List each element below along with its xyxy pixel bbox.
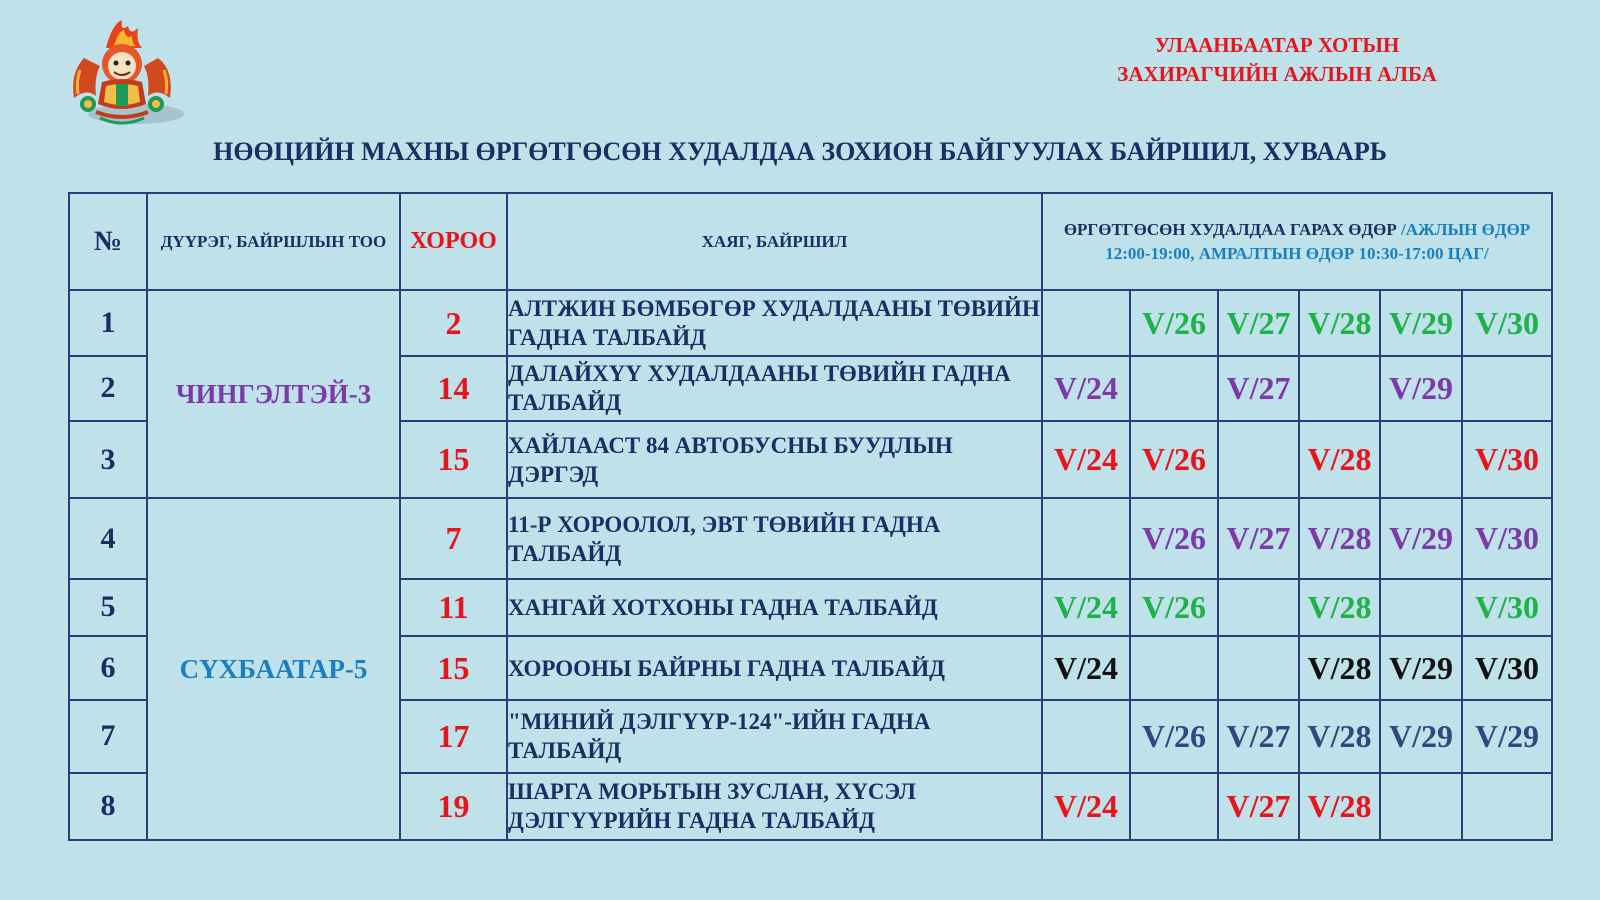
date-cell [1380,773,1462,840]
date-cell: V/30 [1462,636,1552,700]
khoroo-cell: 15 [400,421,507,498]
date-cell [1130,636,1218,700]
khoroo-cell: 7 [400,498,507,578]
khoroo-cell: 14 [400,356,507,421]
khoroo-cell: 19 [400,773,507,840]
khoroo-cell: 11 [400,579,507,636]
date-cell: V/26 [1130,498,1218,578]
date-cell: V/24 [1042,579,1130,636]
khoroo-cell: 15 [400,636,507,700]
date-cell: V/24 [1042,421,1130,498]
header-number: № [69,193,147,290]
date-cell: V/24 [1042,356,1130,421]
date-cell: V/24 [1042,636,1130,700]
address-cell: АЛТЖИН БӨМБӨГӨР ХУДАЛДААНЫ ТӨВИЙН ГАДНА ТАЛБАЙД [507,290,1042,355]
date-cell: V/29 [1380,356,1462,421]
date-cell [1130,773,1218,840]
header-district: ДҮҮРЭГ, БАЙРШЛЫН ТОО [147,193,400,290]
date-cell [1299,356,1380,421]
khoroo-cell: 2 [400,290,507,355]
date-cell: V/29 [1462,700,1552,772]
date-cell: V/28 [1299,290,1380,355]
date-cell: V/29 [1380,700,1462,772]
row-number: 3 [69,421,147,498]
date-cell [1218,636,1299,700]
row-number: 2 [69,356,147,421]
date-cell: V/29 [1380,636,1462,700]
date-cell: V/30 [1462,290,1552,355]
date-cell [1462,356,1552,421]
org-line-2: ЗАХИРАГЧИЙН АЖЛЫН АЛБА [1117,62,1437,86]
table-row [69,290,1552,355]
row-number: 1 [69,290,147,355]
page-title: НӨӨЦИЙН МАХНЫ ӨРГӨТГӨСӨН ХУДАЛДАА ЗОХИОН БАЙГУУЛАХ БАЙРШИЛ, ХУВААРЬ [213,137,1387,166]
date-cell: V/28 [1299,579,1380,636]
date-cell [1380,579,1462,636]
row-number: 6 [69,636,147,700]
table-row [69,498,1552,578]
date-cell: V/27 [1218,773,1299,840]
date-cell [1042,290,1130,355]
date-cell: V/27 [1218,356,1299,421]
date-cell [1218,579,1299,636]
address-cell: ДАЛАЙХҮҮ ХУДАЛДААНЫ ТӨВИЙН ГАДНА ТАЛБАЙД [507,356,1042,421]
row-number: 7 [69,700,147,772]
date-cell: V/28 [1299,498,1380,578]
row-number: 4 [69,498,147,578]
date-cell: V/27 [1218,290,1299,355]
date-cell [1130,356,1218,421]
date-cell: V/27 [1218,700,1299,772]
organization-name [1067,31,1487,89]
address-cell: "МИНИЙ ДЭЛГҮҮР-124"-ИЙН ГАДНА ТАЛБАЙД [507,700,1042,772]
date-cell: V/26 [1130,290,1218,355]
row-number: 8 [69,773,147,840]
date-cell [1218,421,1299,498]
date-cell: V/26 [1130,700,1218,772]
date-cell: V/28 [1299,773,1380,840]
address-cell: ШАРГА МОРЬТЫН ЗУСЛАН, ХҮСЭЛ ДЭЛГҮҮРИЙН ГАДНА ТАЛБАЙД [507,773,1042,840]
header-khoroo: ХОРОО [400,193,507,290]
address-cell: ХАНГАЙ ХОТХОНЫ ГАДНА ТАЛБАЙД [507,579,1042,636]
address-cell: 11-Р ХОРООЛОЛ, ЭВТ ТӨВИЙН ГАДНА ТАЛБАЙД [507,498,1042,578]
date-cell: V/26 [1130,421,1218,498]
date-cell [1042,498,1130,578]
header-dates [1042,193,1552,290]
date-cell [1042,700,1130,772]
date-cell: V/26 [1130,579,1218,636]
district-chingeltei: ЧИНГЭЛТЭЙ-3 [147,290,400,498]
date-cell: V/28 [1299,636,1380,700]
row-number: 5 [69,579,147,636]
khoroo-cell: 17 [400,700,507,772]
date-cell [1380,421,1462,498]
date-cell: V/27 [1218,498,1299,578]
date-cell: V/30 [1462,498,1552,578]
date-cell: V/29 [1380,290,1462,355]
org-line-1: УЛААНБААТАР ХОТЫН [1154,33,1400,57]
date-cell: V/28 [1299,700,1380,772]
date-cell: V/30 [1462,579,1552,636]
date-cell: V/29 [1380,498,1462,578]
table-header-row [69,193,1552,290]
date-cell: V/24 [1042,773,1130,840]
schedule-table [68,192,1553,841]
address-cell: ХОРООНЫ БАЙРНЫ ГАДНА ТАЛБАЙД [507,636,1042,700]
address-cell: ХАЙЛААСТ 84 АВТОБУСНЫ БУУДЛЫН ДЭРГЭД [507,421,1042,498]
header-dates-hours: /АЖЛЫН ӨДӨР 12:00-19:00, АМРАЛТЫН ӨДӨР 10:30-17:00 ЦАГ/ [1105,219,1531,263]
date-cell [1462,773,1552,840]
date-cell: V/28 [1299,421,1380,498]
district-sukhbaatar: СҮХБААТАР-5 [147,498,400,840]
header-dates-main: ӨРГӨТГӨСӨН ХУДАЛДАА ГАРАХ ӨДӨР [1063,219,1397,239]
header-address: ХАЯГ, БАЙРШИЛ [507,193,1042,290]
soyombo-emblem-icon [66,18,190,128]
date-cell: V/30 [1462,421,1552,498]
